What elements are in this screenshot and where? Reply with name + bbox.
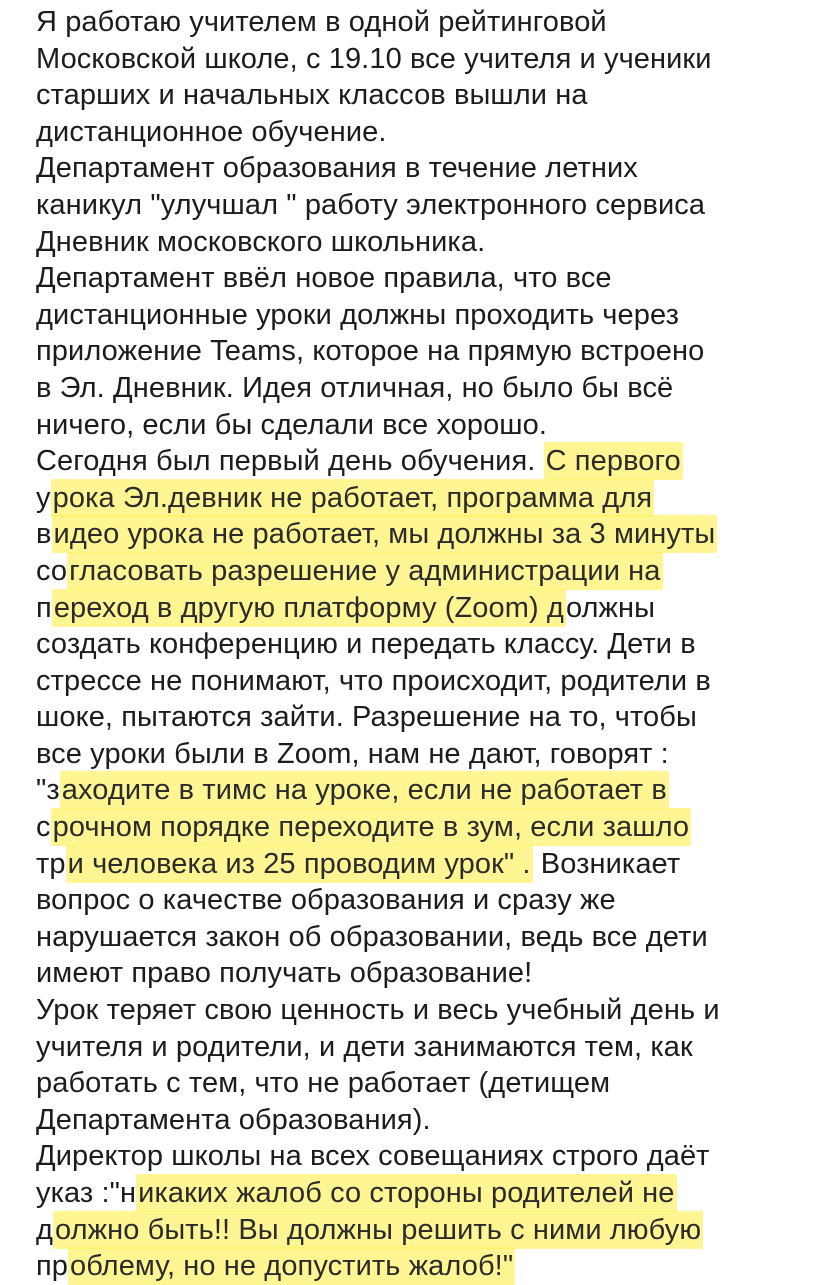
text-line: шоке, пытаются зайти. Разрешение на то, чтобы (36, 701, 697, 734)
text-line: приложение Teams, которое на прямую встроено (36, 335, 705, 368)
text-line: ничего, если бы сделали все хорошо. (36, 408, 548, 441)
text-line: "заходите в тимс на уроке, если не работает в (36, 774, 667, 807)
text-line: дистанционные уроки должны проходить через (36, 298, 679, 331)
highlighted-text: аходите в тимс на уроке, если не работает в (61, 774, 667, 807)
text-line: три человека из 25 проводим урок" . Возникает (36, 847, 681, 880)
text-line: Московской школе, с 19.10 все учителя и ученики (36, 42, 712, 75)
text-line: все уроки были в Zoom, нам не дают, говорят : (36, 737, 669, 770)
text-line: Сегодня был первый день обучения. С первого (36, 445, 681, 478)
text-line: Урок теряет свою ценность и весь учебный день и (36, 994, 720, 1027)
text-line: стрессе не понимают, что происходит, родители в (36, 664, 711, 697)
highlighted-text: идео урока не работает, мы должны за 3 минуты (53, 518, 716, 551)
highlighted-text: гласовать разрешение у администрации на (69, 554, 661, 587)
text-line: нарушается закон об образовании, ведь все дети (36, 920, 708, 953)
text-line: дистанционное обучение. (36, 115, 387, 148)
text-line: Дневник московского школьника. (36, 225, 486, 258)
text-line: указ :"никаких жалоб со стороны родителей не (36, 1177, 675, 1209)
text-line: работать с тем, что не работает (детищем (36, 1067, 611, 1100)
text-line: переход в другую платформу (Zoom) должны (36, 591, 656, 624)
text-line: согласовать разрешение у администрации на (36, 554, 661, 587)
text-line: имеют право получать образование! (36, 957, 533, 990)
text-line: урока Эл.девник не работает, программа для (36, 481, 653, 514)
text-line: Департамента образования). (36, 1103, 431, 1136)
highlighted-text: и человека из 25 проводим урок" . (67, 847, 531, 880)
highlighted-text: ереход в другую платформу (Zoom) д (53, 591, 564, 624)
text-line: Я работаю учителем в одной рейтинговой (36, 6, 607, 38)
text-line: в Эл. Дневник. Идея отличная, но было бы всё (36, 371, 674, 404)
text-line: вопрос о качестве образования и сразу же (36, 884, 616, 917)
text-line: должно быть!! Вы должны решить с ними любую (36, 1213, 702, 1246)
text-line: срочном порядке переходите в зум, если зашло (36, 811, 690, 844)
highlighted-text: С первого (545, 445, 681, 478)
text-line: Департамент ввёл новое правила, что все (36, 262, 612, 295)
highlighted-text: облему, но не допустить жалоб!" (70, 1250, 514, 1283)
text-line: создать конференцию и передать классу. Дети в (36, 628, 696, 661)
highlighted-text: рочном порядке переходите в зум, если зашло (52, 811, 690, 844)
text-line: Департамент образования в течение летних (36, 152, 638, 185)
highlighted-text: олжно быть!! Вы должны решить с ними любую (55, 1213, 702, 1246)
document-text (36, 4, 806, 1285)
text-line: видео урока не работает, мы должны за 3 минуты (36, 518, 716, 551)
text-line: проблему, но не допустить жалоб!" (36, 1250, 514, 1283)
highlighted-text: икаких жалоб со стороны родителей не (138, 1177, 675, 1209)
text-line: Директор школы на всех совещаниях строго даёт (36, 1140, 710, 1173)
text-line: учителя и родители, и дети занимаются тем, как (36, 1030, 693, 1063)
text-line: каникул "улучшал " работу электронного сервиса (36, 188, 706, 221)
text-line: старших и начальных классов вышли на (36, 79, 588, 112)
highlighted-text: рока Эл.девник не работает, программа для (52, 481, 653, 514)
